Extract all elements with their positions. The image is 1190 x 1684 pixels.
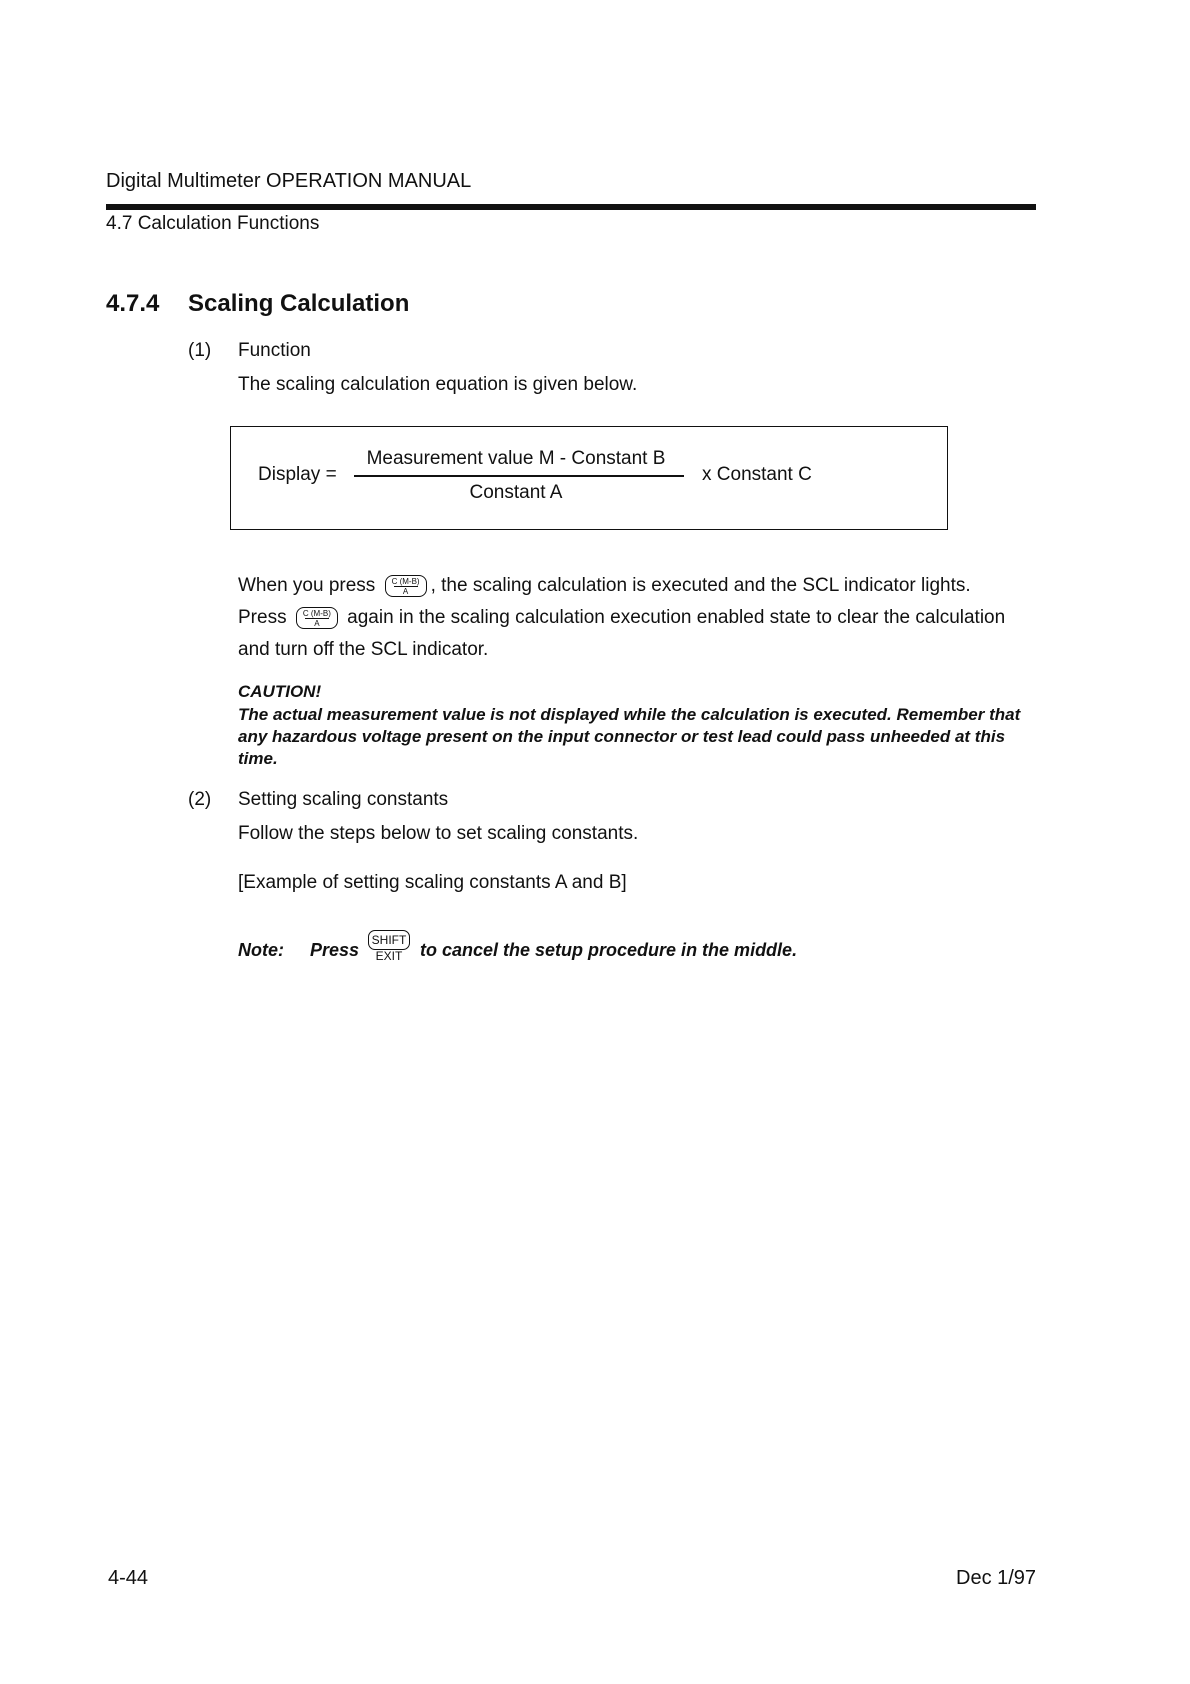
header-rule bbox=[106, 204, 1036, 210]
caution-body: The actual measurement value is not displayed while the calculation is executed. Remember that any hazardous voltage present on the input connector or test lead could pass unheeded at this time. bbox=[238, 705, 1021, 768]
key-label-top: C (M-B) bbox=[302, 608, 331, 618]
item1-heading: Function bbox=[238, 340, 311, 361]
para-text: Press bbox=[238, 607, 287, 628]
shift-exit-key-icon bbox=[368, 930, 410, 964]
formula-lhs: Display = bbox=[258, 464, 337, 485]
page-number: 4-44 bbox=[108, 1567, 149, 1589]
item1-number: (1) bbox=[188, 340, 212, 361]
item2-example: [Example of setting scaling constants A and B] bbox=[238, 872, 627, 893]
formula-numerator: Measurement value M - Constant B bbox=[366, 448, 666, 469]
para-text: again in the scaling calculation execution enabled state to clear the calculation bbox=[347, 607, 1006, 628]
para-text: , the scaling calculation is executed and the SCL indicator lights. bbox=[430, 575, 971, 596]
para-line-2 bbox=[238, 602, 1038, 634]
section-title: Scaling Calculation bbox=[188, 290, 410, 317]
section-number: 4.7.4 bbox=[106, 290, 160, 317]
shift-key-label: SHIFT bbox=[368, 930, 410, 950]
key-label-top: C (M-B) bbox=[391, 576, 420, 586]
revision-date: Dec 1/97 bbox=[956, 1567, 1037, 1589]
note-text: to cancel the setup procedure in the middle. bbox=[420, 940, 798, 960]
scl-key-icon bbox=[385, 575, 427, 597]
para-line-1 bbox=[238, 570, 1038, 602]
item2-number: (2) bbox=[188, 789, 212, 810]
section-path: 4.7 Calculation Functions bbox=[106, 213, 320, 234]
note-label: Note: bbox=[238, 940, 284, 960]
exit-key-label: EXIT bbox=[375, 949, 403, 963]
key-label-bottom: A bbox=[402, 586, 409, 596]
para-text: When you press bbox=[238, 575, 376, 596]
scl-key-icon bbox=[296, 607, 338, 629]
formula-box bbox=[230, 426, 948, 530]
manual-title: Digital Multimeter OPERATION MANUAL bbox=[106, 170, 472, 192]
caution-heading: CAUTION! bbox=[238, 682, 322, 701]
scl-paragraph bbox=[238, 570, 1038, 666]
fraction-bar bbox=[354, 475, 684, 477]
para-line-3: and turn off the SCL indicator. bbox=[238, 639, 489, 660]
key-label-bottom: A bbox=[314, 618, 320, 628]
formula-denominator: Constant A bbox=[469, 482, 563, 503]
item2-heading: Setting scaling constants bbox=[238, 789, 449, 810]
item1-intro: The scaling calculation equation is given below. bbox=[238, 374, 638, 395]
item2-intro: Follow the steps below to set scaling constants. bbox=[238, 823, 639, 844]
note-press: Press bbox=[310, 940, 360, 960]
formula-multiplier: x Constant C bbox=[702, 464, 812, 485]
